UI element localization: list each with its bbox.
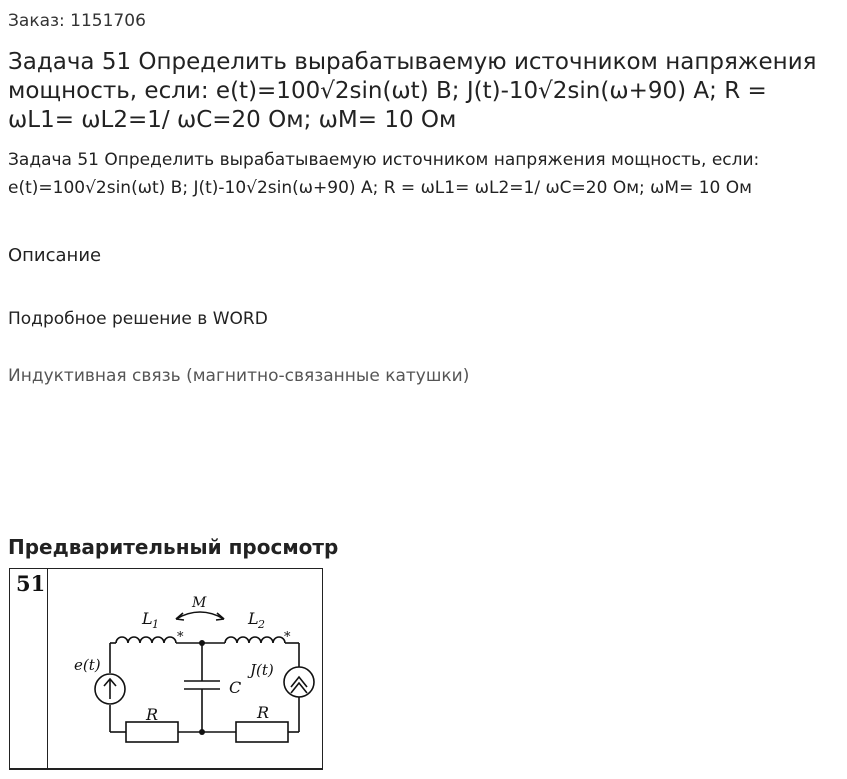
- preview-heading: Предварительный просмотр: [8, 535, 339, 559]
- label-R-right: R: [257, 703, 270, 722]
- label-C: C: [229, 678, 242, 697]
- dot-marker-L2: *: [284, 630, 291, 645]
- description-section-label: Описание: [8, 245, 102, 266]
- order-number: Заказ: 1151706: [8, 11, 146, 31]
- label-e: e(t): [74, 656, 101, 674]
- circuit-diagram: [50, 569, 322, 769]
- preview-divider: [47, 569, 48, 768]
- dot-marker-L1: *: [177, 630, 184, 645]
- label-L1: L: [142, 609, 153, 628]
- page-title: Задача 51 Определить вырабатываемую источником напряжения мощность, если: e(t)=100√2sin(ωt) В; J(t)-10√2sin(ω+90) А; R = ωL1= ωL2=1/ ωC=20 Ом; ωM= 10 Ом: [8, 49, 817, 133]
- label-L2: L: [248, 609, 259, 628]
- preview-image: [9, 568, 323, 770]
- label-J: J(t): [250, 661, 274, 679]
- label-R-left: R: [146, 705, 159, 724]
- category-link[interactable]: Индуктивная связь (магнитно-связанные катушки): [8, 366, 470, 386]
- label-L2-sub: 2: [258, 618, 265, 631]
- preview-problem-number: 51: [16, 571, 46, 596]
- task-description: Задача 51 Определить вырабатываемую источником напряжения мощность, если: e(t)=100√2sin(ωt) В; J(t)-10√2sin(ω+90) А; R = ωL1= ωL2=1/ ωC=20 Ом; ωM= 10 Ом: [8, 150, 760, 198]
- label-L1-sub: 1: [152, 618, 159, 631]
- word-solution-note: Подробное решение в WORD: [8, 309, 268, 329]
- label-M: M: [192, 595, 207, 611]
